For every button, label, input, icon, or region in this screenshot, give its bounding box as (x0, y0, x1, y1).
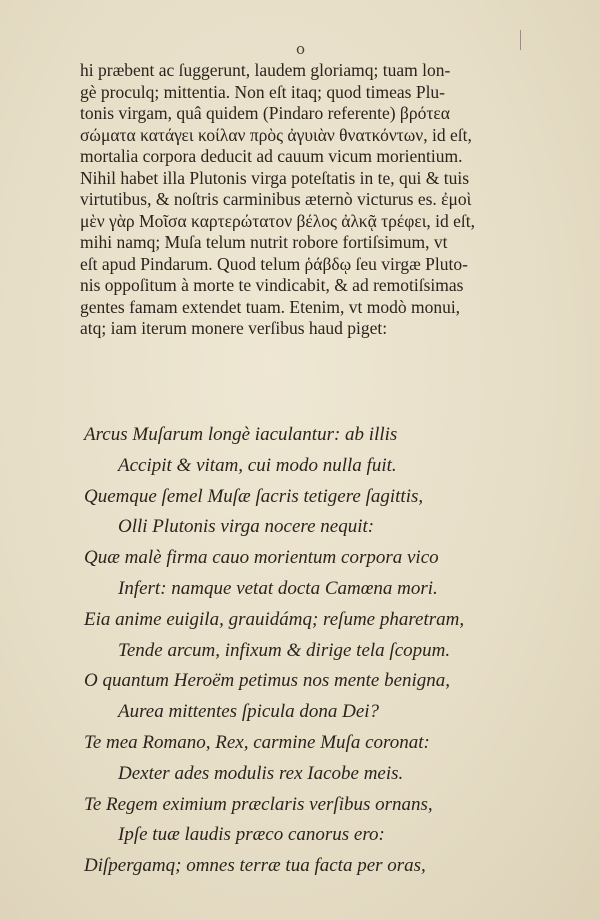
verse-line: Accipit & vitam, cui modo nulla fuit. (118, 454, 397, 476)
prose-line: gentes famam extendet tuam. Etenim, vt modò monui, (80, 296, 461, 317)
prose-line: eſt apud Pindarum. Quod telum ῥάβδῳ ſeu virgæ Pluto- (80, 253, 468, 274)
verse-line: Arcus Muſarum longè iaculantur: ab illis (84, 424, 398, 445)
prose-line: mihi namq; Muſa telum nutrit robore fortiſsimum, vt (80, 232, 448, 252)
prose-line: μὲν γὰρ Μοῖσα καρτερώτατον βέλος ἀλκᾷ τρέφει, id eſt, (80, 210, 476, 231)
prose-line: gè proculq; mittentia. Non eſt itaq; quod timeas Plu- (80, 81, 446, 102)
prose-line: hi præbent ac ſuggerunt, laudem gloriamq; tuam lon- (80, 60, 451, 80)
verse-line: O quantum Heroëm petimus nos mente benigna, (84, 670, 451, 692)
verse-line: Quæ malè firma cauo morientum corpora vico (84, 547, 439, 569)
verse-line: Tende arcum, infixum & dirige tela ſcopum. (118, 639, 451, 661)
prose-line: Nihil habet illa Plutonis virga poteſtatis in te, qui & tuis (80, 167, 470, 188)
prose-line: virtutibus, & noſtris carminibus æternò victurus es. ἐμοὶ (80, 189, 472, 209)
verse-line: Diſpergamq; omnes terræ tua facta per oras, (84, 855, 426, 877)
margin-mark (520, 30, 521, 50)
prose-line: tonis virgam, quâ quidem (Pindaro referente) βρότεα (80, 103, 450, 123)
prose-line: σώματα κατάγει κοίλαν πρὸς ἀγυιὰν θνατκόντων, id eſt, (80, 124, 472, 145)
verse-line: Te mea Romano, Rex, carmine Muſa coronat: (84, 731, 430, 753)
verse-line: Dexter ades modulis rex Iacobe meis. (118, 762, 404, 784)
verse-line: Eia anime euigila, grauidámq; reſume pharetram, (84, 608, 465, 630)
verse-line: Infert: namque vetat docta Camœna mori. (118, 577, 438, 599)
prose-line: mortalia corpora deducit ad cauum vicum morientium. (80, 146, 463, 166)
verse-line: Olli Plutonis virga nocere nequit: (118, 516, 375, 538)
verse-line: Ipſe tuæ laudis præco canorus ero: (118, 824, 385, 846)
prose-block (80, 60, 550, 340)
verse-block (84, 420, 554, 882)
folio-number: o (296, 40, 306, 58)
prose-line: atq; iam iterum monere verſibus haud piget: (80, 318, 388, 338)
verse-line: Aurea mittentes ſpicula dona Dei? (118, 701, 380, 723)
verse-line: Quemque ſemel Muſæ ſacris tetigere ſagittis, (84, 485, 424, 507)
verse-line: Te Regem eximium præclaris verſibus ornans, (84, 793, 433, 815)
prose-line: nis oppoſitum à morte te vindicabit, & ad remotiſsimas (80, 275, 464, 295)
